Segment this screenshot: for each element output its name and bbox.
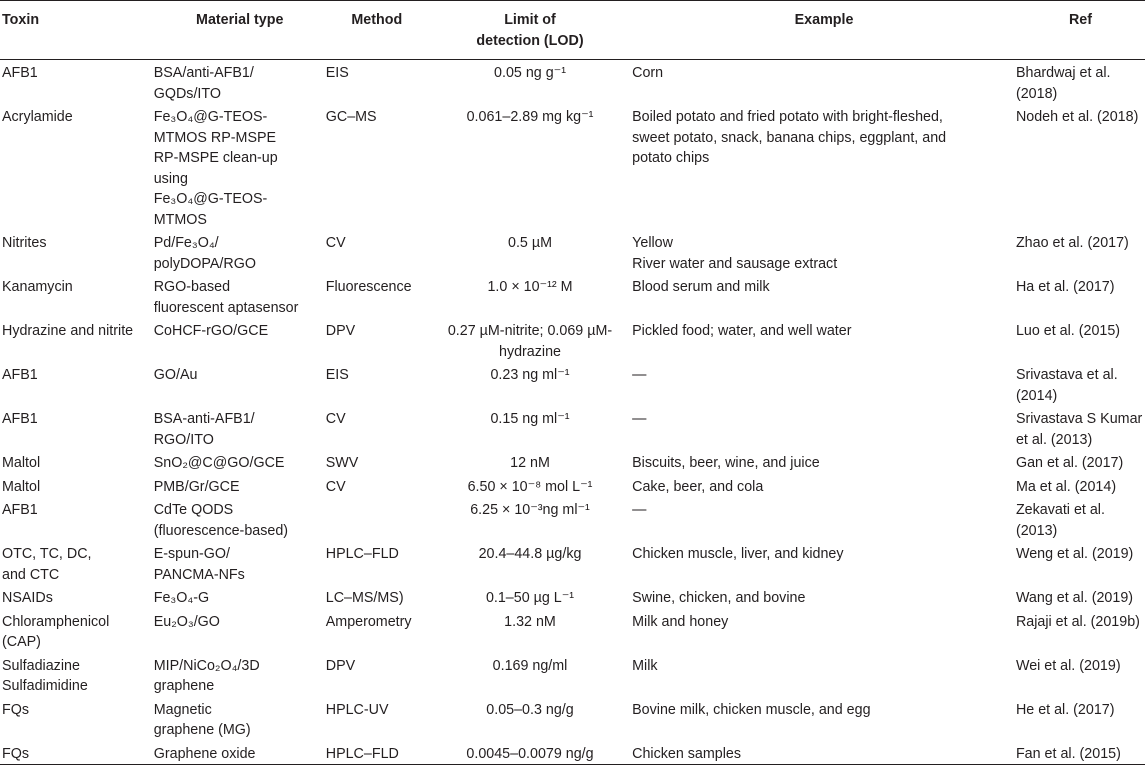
cell-method: HPLC-UV bbox=[325, 701, 389, 718]
cell-method: CV bbox=[325, 235, 346, 251]
cell-material: Pd/Fe₃O₄/ polyDOPA/RGO bbox=[153, 235, 256, 272]
cell-material: GO/Au bbox=[153, 367, 198, 383]
cell-material: BSA/anti-AFB1/ GQDs/ITO bbox=[153, 65, 254, 102]
cell-toxin: Kanamycin bbox=[2, 279, 73, 295]
cell-material: RGO-based fluorescent aptasensor bbox=[153, 279, 299, 316]
header-toxin: Toxin bbox=[2, 12, 40, 28]
table-row bbox=[0, 541, 1145, 585]
cell-lod: 1.32 nM bbox=[504, 613, 556, 630]
cell-material: CdTe QODS (fluorescence-based) bbox=[153, 502, 289, 539]
cell-material: Magnetic graphene (MG) bbox=[153, 701, 251, 738]
cell-ref: Zekavati et al. (2013) bbox=[1015, 502, 1105, 539]
table-header bbox=[0, 1, 1145, 60]
cell-toxin: NSAIDs bbox=[2, 590, 53, 606]
cell-ref: Zhao et al. (2017) bbox=[1015, 235, 1129, 251]
table-row bbox=[0, 497, 1145, 541]
cell-example: Pickled food; water, and well water bbox=[632, 323, 852, 339]
cell-ref: Luo et al. (2015) bbox=[1015, 323, 1121, 339]
header-ref: Ref bbox=[1068, 12, 1092, 28]
cell-method: SWV bbox=[325, 455, 359, 471]
cell-toxin: Chloramphenicol (CAP) bbox=[2, 613, 110, 650]
cell-lod: 0.5 µM bbox=[508, 235, 552, 251]
cell-toxin: FQs bbox=[2, 701, 30, 718]
cell-ref: Weng et al. (2019) bbox=[1015, 546, 1134, 562]
table-row bbox=[0, 450, 1145, 474]
cell-material: PMB/Gr/GCE bbox=[153, 478, 240, 495]
table-row bbox=[0, 274, 1145, 318]
cell-ref: Wei et al. (2019) bbox=[1015, 657, 1121, 674]
cell-example: Swine, chicken, and bovine bbox=[632, 590, 806, 606]
table-row bbox=[0, 653, 1145, 697]
cell-toxin: Maltol bbox=[2, 478, 41, 495]
cell-ref: Gan et al. (2017) bbox=[1015, 455, 1124, 471]
cell-method bbox=[326, 497, 428, 541]
cell-example: Biscuits, beer, wine, and juice bbox=[632, 455, 820, 471]
cell-example: Milk bbox=[632, 657, 658, 674]
cell-toxin: AFB1 bbox=[2, 65, 38, 81]
cell-example: Cake, beer, and cola bbox=[632, 478, 764, 495]
cell-example: Milk and honey bbox=[632, 613, 729, 630]
cell-method: GC–MS bbox=[325, 109, 377, 125]
table-row bbox=[0, 104, 1145, 230]
table-row bbox=[0, 474, 1145, 498]
cell-example: Chicken samples bbox=[632, 745, 742, 762]
table-row bbox=[0, 609, 1145, 653]
header-method: Method bbox=[351, 12, 403, 28]
cell-ref: Ha et al. (2017) bbox=[1015, 279, 1115, 295]
cell-lod: 0.27 µM-nitrite; 0.069 µM- hydrazine bbox=[447, 323, 613, 360]
cell-example: Blood serum and milk bbox=[632, 279, 770, 295]
cell-lod: 0.0045–0.0079 ng/g bbox=[466, 745, 594, 762]
cell-example: Chicken muscle, liver, and kidney bbox=[632, 546, 844, 562]
cell-method: HPLC–FLD bbox=[325, 546, 399, 562]
cell-material: Eu₂O₃/GO bbox=[153, 613, 220, 630]
table-row bbox=[0, 406, 1145, 450]
cell-method: Amperometry bbox=[325, 613, 412, 630]
cell-material: Graphene oxide bbox=[153, 745, 256, 762]
cell-toxin: Maltol bbox=[2, 455, 41, 471]
cell-example: Boiled potato and fried potato with bright-fleshed, sweet potato, snack, banana chips, eggplant, and potato chips bbox=[632, 109, 947, 166]
cell-example: — bbox=[632, 367, 647, 383]
cell-material: Fe₃O₄@G-TEOS- MTMOS RP-MSPE RP-MSPE clean-up using Fe₃O₄@G-TEOS- MTMOS bbox=[153, 109, 278, 228]
cell-ref: Ma et al. (2014) bbox=[1015, 478, 1117, 495]
cell-method: HPLC–FLD bbox=[325, 745, 399, 762]
cell-ref: Wang et al. (2019) bbox=[1015, 590, 1134, 606]
header-row bbox=[0, 1, 1145, 60]
table-body bbox=[0, 60, 1145, 765]
cell-ref: Rajaji et al. (2019b) bbox=[1015, 613, 1140, 630]
cell-lod: 6.25 × 10⁻³ng ml⁻¹ bbox=[470, 502, 590, 518]
cell-ref: Fan et al. (2015) bbox=[1015, 745, 1121, 762]
cell-lod: 20.4–44.8 µg/kg bbox=[478, 546, 582, 562]
header-material-type: Material type bbox=[196, 12, 284, 28]
cell-example: Corn bbox=[632, 65, 664, 81]
cell-lod: 1.0 × 10⁻¹² M bbox=[487, 279, 573, 295]
cell-method: LC–MS/MS) bbox=[325, 590, 404, 606]
cell-toxin: OTC, TC, DC, and CTC bbox=[2, 546, 92, 583]
cell-example: Yellow River water and sausage extract bbox=[632, 235, 838, 272]
cell-method: CV bbox=[325, 478, 346, 495]
cell-method: EIS bbox=[325, 65, 349, 81]
cell-toxin: Nitrites bbox=[2, 235, 47, 251]
cell-toxin: Sulfadiazine Sulfadimidine bbox=[2, 657, 88, 694]
cell-material: BSA-anti-AFB1/ RGO/ITO bbox=[153, 411, 255, 448]
cell-method: Fluorescence bbox=[325, 279, 412, 295]
cell-lod: 0.061–2.89 mg kg⁻¹ bbox=[466, 109, 594, 125]
cell-lod: 12 nM bbox=[510, 455, 550, 471]
table-row bbox=[0, 697, 1145, 741]
header-example: Example bbox=[794, 12, 854, 28]
cell-toxin: Acrylamide bbox=[2, 109, 73, 125]
cell-toxin: AFB1 bbox=[2, 502, 38, 518]
cell-toxin: AFB1 bbox=[2, 411, 38, 427]
cell-lod: 0.05–0.3 ng/g bbox=[486, 701, 574, 718]
cell-method: DPV bbox=[325, 323, 356, 339]
cell-material: SnO₂@C@GO/GCE bbox=[153, 455, 285, 471]
cell-ref: Nodeh et al. (2018) bbox=[1015, 109, 1139, 125]
cell-ref: Srivastava S Kumar et al. (2013) bbox=[1015, 411, 1143, 448]
table-row bbox=[0, 318, 1145, 362]
header-lod: Limit of detection (LOD) bbox=[476, 12, 584, 49]
table-row bbox=[0, 585, 1145, 609]
table-row bbox=[0, 60, 1145, 105]
cell-ref: Bhardwaj et al. (2018) bbox=[1015, 65, 1111, 102]
cell-lod: 0.23 ng ml⁻¹ bbox=[490, 367, 570, 383]
cell-material: CoHCF-rGO/GCE bbox=[153, 323, 269, 339]
cell-lod: 0.15 ng ml⁻¹ bbox=[490, 411, 570, 427]
table-row bbox=[0, 362, 1145, 406]
cell-ref: Srivastava et al. (2014) bbox=[1015, 367, 1118, 404]
cell-material: Fe₃O₄-G bbox=[153, 590, 210, 606]
cell-method: EIS bbox=[325, 367, 349, 383]
cell-example: — bbox=[632, 502, 647, 518]
cell-ref: He et al. (2017) bbox=[1015, 701, 1115, 718]
cell-example: Bovine milk, chicken muscle, and egg bbox=[632, 701, 871, 718]
cell-lod: 0.169 ng/ml bbox=[492, 657, 568, 674]
cell-lod: 6.50 × 10⁻⁸ mol L⁻¹ bbox=[467, 478, 593, 495]
cell-material: MIP/NiCo₂O₄/3D graphene bbox=[153, 657, 260, 694]
table-row bbox=[0, 230, 1145, 274]
cell-method: DPV bbox=[325, 657, 356, 674]
table-row bbox=[0, 741, 1145, 765]
cell-lod: 0.05 ng g⁻¹ bbox=[494, 65, 566, 81]
cell-method: CV bbox=[325, 411, 346, 427]
cell-material: E-spun-GO/ PANCMA-NFs bbox=[153, 546, 245, 583]
cell-example: — bbox=[632, 411, 647, 427]
cell-toxin: FQs bbox=[2, 745, 30, 762]
cell-toxin: Hydrazine and nitrite bbox=[2, 323, 134, 339]
cell-toxin: AFB1 bbox=[2, 367, 38, 383]
cell-lod: 0.1–50 µg L⁻¹ bbox=[485, 590, 575, 606]
